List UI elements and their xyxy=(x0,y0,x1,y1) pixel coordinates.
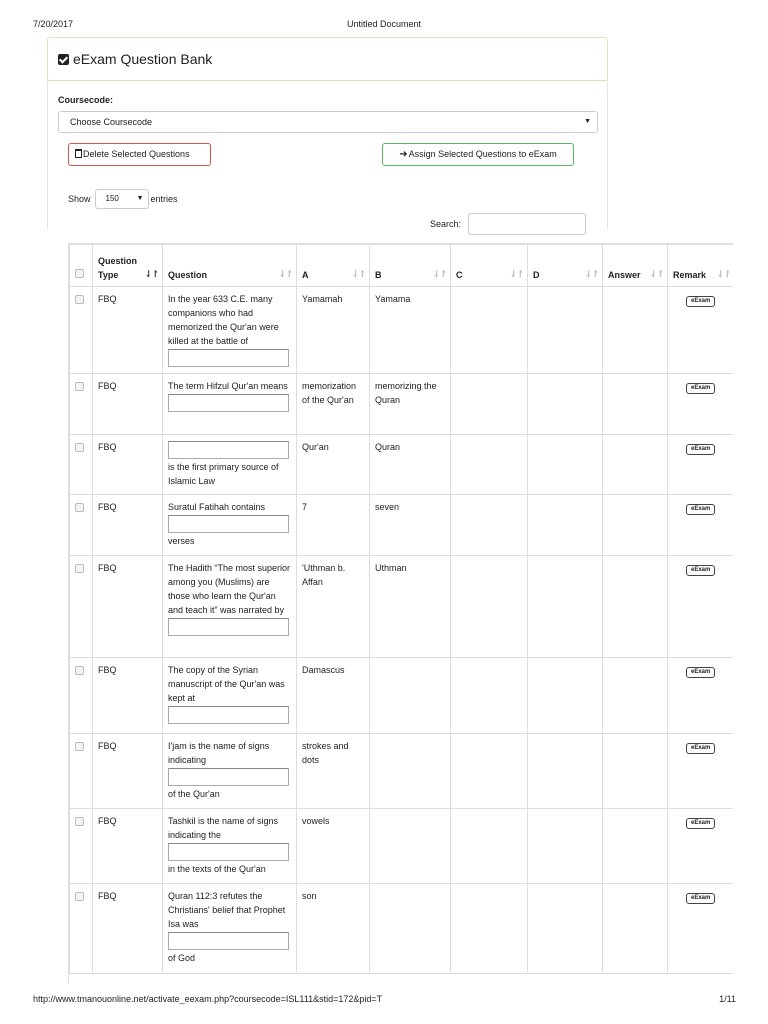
remark-cell xyxy=(668,435,734,495)
option-b-cell xyxy=(370,734,451,809)
eexam-button[interactable]: eExam xyxy=(686,504,715,515)
answer-cell xyxy=(603,809,668,884)
option-a-cell: strokes and dots xyxy=(297,734,370,809)
eexam-button[interactable]: eExam xyxy=(686,743,715,754)
header-answer[interactable]: Answer ⇃↾ xyxy=(603,245,668,287)
sort-icon: ⇃↾ xyxy=(716,269,730,279)
option-c-cell xyxy=(451,435,528,495)
question-cell xyxy=(163,658,297,734)
question-type-cell: FBQ xyxy=(93,287,163,374)
option-b-cell: Uthman xyxy=(370,556,451,658)
remark-cell xyxy=(668,884,734,974)
row-checkbox[interactable] xyxy=(75,666,84,675)
row-select-cell[interactable] xyxy=(70,435,93,495)
option-d-cell xyxy=(528,809,603,884)
option-d-cell xyxy=(528,658,603,734)
question-text: I'jam is the name of signs indicating xyxy=(168,741,270,765)
question-text: Quran 112:3 refutes the Christians' belief that Prophet Isa was xyxy=(168,891,286,929)
sort-icon: ⇃↾ xyxy=(278,269,292,279)
length-control xyxy=(68,189,178,209)
remark-cell xyxy=(668,734,734,809)
option-a-cell: Yamamah xyxy=(297,287,370,374)
question-type-cell: FBQ xyxy=(93,734,163,809)
answer-cell xyxy=(603,374,668,435)
question-cell xyxy=(163,374,297,435)
answer-cell xyxy=(603,287,668,374)
answer-blank-input[interactable] xyxy=(168,515,289,533)
answer-blank-input[interactable] xyxy=(168,843,289,861)
delete-selected-label: Delete Selected Questions xyxy=(83,149,190,159)
header-remark[interactable]: Remark ⇃↾ xyxy=(668,245,734,287)
sort-icon: ⇃↾ xyxy=(432,269,446,279)
table-body xyxy=(70,287,734,974)
header-b[interactable]: B ⇃↾ xyxy=(370,245,451,287)
assign-selected-label: Assign Selected Questions to eExam xyxy=(408,149,557,159)
remark-cell xyxy=(668,658,734,734)
option-c-cell xyxy=(451,734,528,809)
option-a-cell: Damascus xyxy=(297,658,370,734)
question-text: Suratul Fatihah contains xyxy=(168,502,266,512)
remark-cell xyxy=(668,287,734,374)
question-text: Tashkil is the name of signs indicating the xyxy=(168,816,279,840)
option-b-cell xyxy=(370,809,451,884)
panel-heading xyxy=(47,37,608,81)
caret-down-icon: ▼ xyxy=(136,195,144,202)
question-text: The term Hifzul Qur'an means xyxy=(168,381,288,391)
option-a-cell: memorization of the Qur'an xyxy=(297,374,370,435)
option-b-cell: Yamama xyxy=(370,287,451,374)
option-c-cell xyxy=(451,556,528,658)
option-a-cell: vowels xyxy=(297,809,370,884)
option-c-cell xyxy=(451,884,528,974)
row-select-cell[interactable] xyxy=(70,658,93,734)
trash-icon xyxy=(75,149,82,158)
question-type-cell: FBQ xyxy=(93,495,163,556)
option-a-cell: Qur'an xyxy=(297,435,370,495)
question-cell xyxy=(163,809,297,884)
header-c[interactable]: C ⇃↾ xyxy=(451,245,528,287)
option-b-cell xyxy=(370,658,451,734)
entries-value: 150 xyxy=(105,194,119,203)
question-cell xyxy=(163,495,297,556)
question-text: The copy of the Syrian manuscript of the Qur'an was kept at xyxy=(168,665,285,703)
question-text-after: verses xyxy=(168,536,195,546)
option-c-cell xyxy=(451,658,528,734)
print-url: http://www.tmanouonline.net/activate_eexam.php?coursecode=ISL111&stid=172&pid=T xyxy=(33,994,383,1004)
row-select-cell[interactable] xyxy=(70,556,93,658)
header-d[interactable]: D ⇃↾ xyxy=(528,245,603,287)
answer-cell xyxy=(603,734,668,809)
option-c-cell xyxy=(451,495,528,556)
sort-icon: ⇃↾ xyxy=(509,269,523,279)
header-a[interactable]: A ⇃↾ xyxy=(297,245,370,287)
search-input[interactable] xyxy=(468,213,586,235)
eexam-button[interactable]: eExam xyxy=(686,667,715,678)
select-all-cell[interactable] xyxy=(70,245,93,287)
table-header-row xyxy=(70,245,734,287)
question-text-after: of God xyxy=(168,953,196,963)
panel-border-right xyxy=(607,80,608,230)
row-checkbox[interactable] xyxy=(75,443,84,452)
option-d-cell xyxy=(528,884,603,974)
questions-table xyxy=(69,244,733,974)
sort-icon: ⇃↾ xyxy=(351,269,365,279)
eexam-button[interactable]: eExam xyxy=(686,296,715,307)
answer-cell xyxy=(603,884,668,974)
question-cell xyxy=(163,287,297,374)
select-all-checkbox[interactable] xyxy=(75,269,84,278)
answer-cell xyxy=(603,658,668,734)
assign-selected-button[interactable] xyxy=(382,143,574,166)
question-type-cell: FBQ xyxy=(93,374,163,435)
question-cell xyxy=(163,884,297,974)
answer-blank-input[interactable] xyxy=(168,706,289,724)
table-row xyxy=(70,809,734,884)
answer-blank-input[interactable] xyxy=(168,394,289,412)
option-b-cell xyxy=(370,884,451,974)
answer-blank-input[interactable] xyxy=(168,349,289,367)
row-select-cell[interactable] xyxy=(70,495,93,556)
question-text-after: of the Qur'an xyxy=(168,789,220,799)
print-date: 7/20/2017 xyxy=(33,19,74,29)
table-row xyxy=(70,287,734,374)
remark-cell xyxy=(668,495,734,556)
sort-icon: ⇃↾ xyxy=(649,269,663,279)
question-cell xyxy=(163,435,297,495)
eexam-button[interactable]: eExam xyxy=(686,893,715,904)
entries-label: entries xyxy=(150,194,178,204)
search-label: Search: xyxy=(430,219,462,229)
row-checkbox[interactable] xyxy=(75,503,84,512)
coursecode-select[interactable] xyxy=(58,111,598,133)
question-text-after: is the first primary source of Islamic Law xyxy=(168,462,279,486)
eexam-button[interactable]: eExam xyxy=(686,383,715,394)
answer-blank-input[interactable] xyxy=(168,618,289,636)
print-page-number: 1/11 xyxy=(719,994,736,1004)
option-d-cell xyxy=(528,495,603,556)
row-select-cell[interactable] xyxy=(70,809,93,884)
option-d-cell xyxy=(528,435,603,495)
option-c-cell xyxy=(451,287,528,374)
answer-blank-input[interactable] xyxy=(168,932,289,950)
question-type-cell: FBQ xyxy=(93,556,163,658)
row-checkbox[interactable] xyxy=(75,817,84,826)
table-row xyxy=(70,435,734,495)
table-row xyxy=(70,658,734,734)
row-checkbox[interactable] xyxy=(75,742,84,751)
row-select-cell[interactable] xyxy=(70,374,93,435)
panel-border-left xyxy=(47,80,48,230)
question-type-cell: FBQ xyxy=(93,884,163,974)
option-c-cell xyxy=(451,374,528,435)
answer-blank-input[interactable] xyxy=(168,768,289,786)
questions-table-wrapper xyxy=(68,243,733,983)
eexam-button[interactable]: eExam xyxy=(686,565,715,576)
option-c-cell xyxy=(451,809,528,884)
table-row xyxy=(70,495,734,556)
answer-cell xyxy=(603,556,668,658)
row-checkbox[interactable] xyxy=(75,892,84,901)
header-question-type[interactable]: Question Type ⇃↾ xyxy=(93,245,163,287)
remark-cell xyxy=(668,556,734,658)
option-d-cell xyxy=(528,374,603,435)
panel-title-text: eExam Question Bank xyxy=(73,51,213,67)
option-d-cell xyxy=(528,734,603,809)
show-label: Show xyxy=(68,194,91,204)
coursecode-label: Coursecode: xyxy=(58,95,114,105)
table-row xyxy=(70,374,734,435)
print-title: Untitled Document xyxy=(346,19,422,29)
delete-selected-button[interactable] xyxy=(68,143,211,166)
option-b-cell: memorizing the Quran xyxy=(370,374,451,435)
option-d-cell xyxy=(528,556,603,658)
sort-asc-icon: ⇃↾ xyxy=(144,269,158,279)
question-type-cell: FBQ xyxy=(93,809,163,884)
row-select-cell[interactable] xyxy=(70,287,93,374)
entries-select[interactable] xyxy=(95,189,149,209)
checkbox-checked-icon xyxy=(58,54,69,65)
eexam-button[interactable]: eExam xyxy=(686,818,715,829)
row-select-cell[interactable] xyxy=(70,884,93,974)
question-text: In the year 633 C.E. many companions who had memorized the Qur'an were killed at the battle of xyxy=(168,294,279,346)
answer-cell xyxy=(603,495,668,556)
header-question[interactable]: Question ⇃↾ xyxy=(163,245,297,287)
question-cell xyxy=(163,734,297,809)
answer-cell xyxy=(603,435,668,495)
coursecode-selected: Choose Coursecode xyxy=(70,117,153,127)
thumbtack-icon: ➜ xyxy=(399,149,408,160)
row-checkbox[interactable] xyxy=(75,564,84,573)
option-a-cell: 7 xyxy=(297,495,370,556)
remark-cell xyxy=(668,374,734,435)
answer-blank-input[interactable] xyxy=(168,441,289,459)
row-checkbox[interactable] xyxy=(75,295,84,304)
table-row xyxy=(70,734,734,809)
row-select-cell[interactable] xyxy=(70,734,93,809)
remark-cell xyxy=(668,809,734,884)
row-checkbox[interactable] xyxy=(75,382,84,391)
table-row xyxy=(70,556,734,658)
question-cell xyxy=(163,556,297,658)
question-text: The Hadith “The most superior among you (Muslims) are those who learn the Qur'an and teach it” was narrated by xyxy=(168,563,291,615)
caret-down-icon: ▼ xyxy=(584,118,591,125)
option-a-cell: son xyxy=(297,884,370,974)
panel-title xyxy=(58,51,212,67)
option-b-cell: Quran xyxy=(370,435,451,495)
option-d-cell xyxy=(528,287,603,374)
question-type-cell: FBQ xyxy=(93,658,163,734)
question-type-cell: FBQ xyxy=(93,435,163,495)
option-b-cell: seven xyxy=(370,495,451,556)
sort-icon: ⇃↾ xyxy=(584,269,598,279)
eexam-button[interactable]: eExam xyxy=(686,444,715,455)
table-row xyxy=(70,884,734,974)
option-a-cell: 'Uthman b. Affan xyxy=(297,556,370,658)
question-text-after: in the texts of the Qur'an xyxy=(168,864,266,874)
